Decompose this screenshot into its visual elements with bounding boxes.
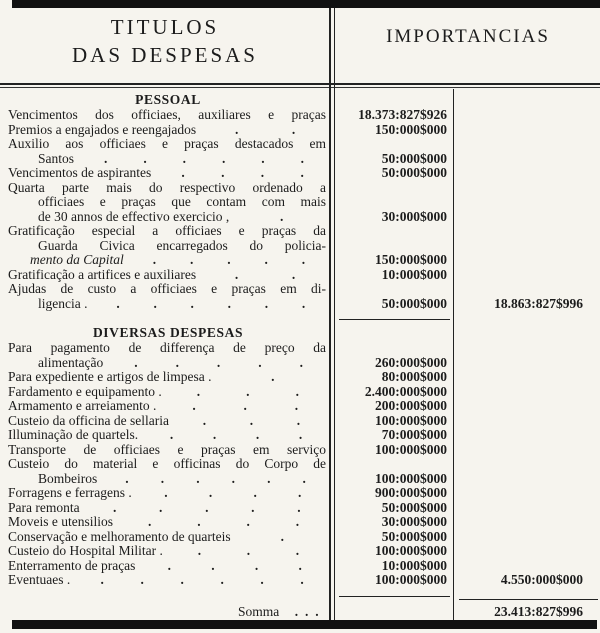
leader-dot: . — [116, 296, 120, 311]
expense-title-cell — [0, 486, 336, 501]
expense-title-cell — [0, 544, 336, 559]
expense-row — [0, 515, 600, 530]
partial-amount — [336, 457, 453, 472]
expense-row — [0, 253, 600, 268]
partial-amount: 260:000$000 — [375, 354, 447, 370]
leader-dot: . — [301, 296, 306, 311]
partial-amount: 200:000$000 — [375, 398, 447, 413]
total-amount — [453, 385, 600, 400]
expense-title-cell — [0, 559, 336, 574]
partial-amount: 900:000$000 — [375, 485, 447, 500]
dot-leader — [103, 356, 326, 371]
top-border-bar — [12, 0, 600, 8]
partial-amount: 80:000$000 — [381, 369, 447, 384]
partial-amount: 10:000$000 — [381, 557, 447, 573]
leader-dot: . — [212, 428, 217, 442]
dot-leader — [196, 123, 326, 138]
expense-label: Guarda Civica encarregados do policia- — [38, 238, 326, 253]
expense-title-cell — [0, 573, 336, 588]
dot-leader — [156, 399, 326, 414]
partial-amount: 150:000$000 — [375, 121, 447, 137]
total-amount — [453, 239, 600, 254]
leader-dot: . — [255, 428, 260, 442]
partial-amount: 18.373:827$926 — [358, 107, 447, 122]
total-amount — [453, 152, 600, 167]
dot-leader — [74, 152, 326, 167]
leader-dot: . — [315, 603, 319, 619]
leader-dot: . — [304, 603, 309, 619]
total-amount — [453, 370, 600, 385]
partial-amount: 10:000$000 — [381, 266, 447, 282]
leader-dot: . — [267, 471, 271, 486]
sum-rule-row — [0, 311, 600, 323]
expense-label: Eventuaes . — [8, 573, 71, 587]
header-separator-rule-thick — [0, 83, 600, 85]
expense-row — [0, 123, 600, 138]
partial-amount — [336, 224, 453, 239]
expense-title-cell — [0, 341, 336, 356]
leader-dot: . — [234, 267, 239, 282]
total-amount — [453, 108, 600, 123]
dot-leader — [70, 573, 326, 588]
leader-dot: . — [169, 428, 174, 442]
expense-row — [0, 239, 600, 254]
expense-row — [0, 443, 600, 458]
titles-header-line2: DAS DESPESAS — [72, 43, 258, 67]
dot-leader — [135, 559, 326, 574]
expense-row — [0, 341, 600, 356]
expense-row — [0, 108, 600, 123]
leader-dot: . — [295, 384, 299, 399]
leader-dot: . — [197, 544, 202, 558]
sum-row — [0, 600, 600, 622]
expense-label: Para expediente e artigos de limpesa . — [8, 370, 212, 384]
partial-amount: 100:000$000 — [375, 470, 447, 486]
expense-title-cell — [0, 253, 336, 268]
leader-dot: . — [112, 500, 117, 515]
leader-dot: . — [299, 355, 304, 370]
leader-dot: . — [197, 515, 201, 529]
expense-title-cell — [0, 385, 336, 400]
expense-label: Gratificação a artifices e auxiliares — [8, 267, 197, 282]
total-amount — [453, 195, 600, 210]
expense-title-cell — [0, 152, 336, 167]
expense-row — [0, 486, 600, 501]
total-amount-rule — [453, 599, 600, 600]
leader-dot: . — [243, 399, 247, 413]
expense-title-cell — [0, 181, 336, 196]
partial-amount: 50:000$000 — [381, 165, 447, 180]
dot-leader — [124, 253, 326, 268]
total-amount — [453, 268, 600, 283]
total-amount — [453, 210, 600, 225]
expense-label: Custeio do material e officinas do Corpo de — [8, 457, 326, 471]
leader-dot: . — [227, 253, 231, 267]
partial-amount — [336, 602, 453, 622]
total-amount: 4.550:000$000 — [500, 572, 583, 587]
leader-dot: . — [125, 471, 129, 486]
expense-title-cell — [0, 224, 336, 239]
expense-row — [0, 195, 600, 210]
total-amount — [453, 282, 600, 297]
expense-row — [0, 166, 600, 181]
leader-dot: . — [298, 486, 302, 500]
expense-title-cell — [0, 356, 336, 371]
expense-row — [0, 268, 600, 283]
total-amount — [453, 181, 600, 196]
leader-dot: . — [246, 384, 250, 399]
leader-dot: . — [160, 471, 165, 486]
expense-title-cell — [0, 297, 336, 312]
expense-row — [0, 297, 600, 312]
expense-row — [0, 181, 600, 196]
partial-amount: 150:000$000 — [375, 252, 447, 267]
partial-amount: 2.400:000$000 — [364, 383, 447, 399]
expense-label: Vencimentos dos officiaes, auxiliares e praças — [8, 108, 326, 122]
leader-dot: . — [295, 515, 300, 529]
expense-title-cell — [0, 210, 336, 225]
expense-label: Custeio da officina de sellaria — [8, 413, 169, 428]
leader-dot: . — [159, 500, 163, 515]
expense-title-cell — [0, 530, 336, 545]
expense-label: Para pagamento de differença de preço da — [8, 341, 326, 355]
partial-amount: 50:000$000 — [381, 499, 447, 515]
expense-row — [0, 559, 600, 574]
partial-amount: 100:000$000 — [375, 543, 447, 558]
leader-dot: . — [280, 529, 285, 544]
leader-dot: . — [147, 515, 152, 529]
dot-leader — [87, 297, 326, 312]
leader-dot: . — [231, 471, 236, 486]
leader-dot: . — [302, 471, 306, 486]
leader-dot: . — [103, 151, 108, 166]
leader-dot: . — [190, 296, 194, 311]
leader-dot: . — [246, 544, 251, 558]
dot-leader — [80, 501, 326, 516]
expense-row — [0, 224, 600, 239]
expense-label: Armamento e arreiamento . — [8, 399, 157, 413]
expense-title-cell — [0, 501, 336, 516]
expense-label: Illuminação de quartels. — [8, 428, 139, 442]
leader-dot: . — [300, 151, 304, 166]
leader-dot: . — [300, 573, 304, 587]
leader-dot: . — [253, 486, 257, 500]
expense-row — [0, 573, 600, 588]
dot-leader — [231, 530, 326, 545]
expense-label: Ajudas de custo a officiaes e praças em di- — [8, 282, 326, 296]
dot-leader — [196, 268, 326, 283]
partial-amount-rule — [336, 596, 453, 600]
expense-title-cell — [0, 137, 336, 152]
expense-row — [0, 356, 600, 371]
leader-dot: . — [300, 166, 304, 180]
partial-amount — [336, 282, 453, 297]
leader-dot: . — [264, 296, 269, 311]
sum-line — [339, 319, 450, 320]
leader-dot: . — [295, 544, 300, 558]
expense-title-cell — [0, 457, 336, 472]
sum-line — [459, 599, 598, 600]
expense-label: Fardamento e equipamento . — [8, 384, 162, 399]
total-amount — [453, 166, 600, 181]
expense-row — [0, 414, 600, 429]
leader-dot: . — [251, 500, 255, 515]
expense-title-cell — [0, 399, 336, 414]
expense-label: ligencia . — [38, 296, 88, 311]
expense-label: Para remonta — [8, 500, 80, 515]
dot-leader — [229, 210, 326, 225]
total-amount — [453, 224, 600, 239]
expense-row — [0, 501, 600, 516]
expense-label: Vencimentos de aspirantes — [8, 166, 152, 180]
leader-dot: . — [181, 166, 185, 180]
dot-leader — [97, 472, 326, 487]
expense-title-cell — [0, 195, 336, 210]
dot-leader — [163, 544, 326, 559]
expense-row — [0, 210, 600, 225]
expense-label: Quarta parte mais do respectivo ordenado a — [8, 180, 326, 195]
leader-dot: . — [175, 355, 179, 370]
expense-row — [0, 399, 600, 414]
dot-leader — [279, 602, 326, 622]
leader-dot: . — [260, 573, 264, 587]
expense-row — [0, 530, 600, 545]
leader-dot: . — [152, 253, 157, 267]
expense-row — [0, 137, 600, 152]
total-amount — [453, 515, 600, 530]
leader-dot: . — [164, 486, 168, 500]
titles-column-header — [0, 13, 330, 69]
leader-dot: . — [227, 296, 231, 311]
partial-amount — [336, 181, 453, 196]
leader-dot: . — [143, 151, 147, 166]
total-amount — [453, 501, 600, 516]
total-amount — [453, 472, 600, 487]
total-amount: 23.413:827$996 — [494, 603, 583, 619]
dot-leader — [132, 486, 326, 501]
dot-leader — [169, 414, 326, 429]
expense-title-cell — [0, 370, 336, 385]
partial-amount — [336, 341, 453, 356]
leader-dot: . — [140, 573, 144, 587]
expense-row — [0, 428, 600, 443]
expense-title-cell — [0, 282, 336, 297]
expense-label: Premios a engajados e reengajados — [8, 122, 197, 137]
partial-amount: 50:000$000 — [381, 528, 447, 544]
expense-title-cell — [0, 166, 336, 181]
leader-dot: . — [296, 413, 301, 428]
total-amount — [453, 341, 600, 356]
total-amount — [453, 486, 600, 501]
partial-amount: 30:000$000 — [381, 514, 447, 529]
leader-dot: . — [294, 603, 299, 619]
total-amount — [453, 137, 600, 152]
dot-leader — [212, 370, 326, 385]
leader-dot: . — [134, 355, 138, 370]
expense-row — [0, 282, 600, 297]
expense-row — [0, 544, 600, 559]
total-amount — [453, 399, 600, 414]
expense-title-cell — [0, 239, 336, 254]
leader-dot: . — [205, 500, 209, 515]
expense-title-cell — [0, 108, 336, 123]
leader-dot: . — [297, 500, 301, 515]
expense-title-cell — [0, 428, 336, 443]
expense-label: mento da Capital — [30, 253, 124, 267]
expense-label: Auxilio aos officiaes e praças destacados em — [8, 137, 326, 151]
total-amount — [453, 559, 600, 574]
total-amount — [453, 414, 600, 429]
partial-amount: 100:000$000 — [375, 412, 447, 428]
expense-label: Forragens e ferragens . — [8, 486, 132, 500]
total-amount — [453, 443, 600, 458]
leader-dot: . — [153, 296, 157, 311]
expense-label: Moveis e utensilios — [8, 515, 113, 529]
expense-label: Santos — [38, 151, 75, 166]
total-amount — [453, 530, 600, 545]
partial-amount-rule — [336, 319, 453, 323]
partial-amount: 30:000$000 — [381, 208, 447, 224]
leader-dot: . — [258, 355, 262, 370]
expense-label: Bombeiros — [38, 471, 98, 486]
total-amount: 18.863:827$996 — [494, 295, 583, 311]
leader-dot: . — [211, 558, 215, 573]
sum-line — [339, 596, 450, 597]
expense-title-cell — [0, 472, 336, 487]
partial-amount — [336, 195, 453, 210]
partial-amount: 100:000$000 — [375, 441, 447, 457]
expense-label: Custeio do Hospital Militar . — [8, 544, 163, 558]
expense-row — [0, 152, 600, 167]
leader-dot: . — [221, 151, 226, 166]
dot-leader — [138, 428, 326, 443]
dot-leader — [151, 166, 326, 181]
total-amount — [453, 253, 600, 268]
leader-dot: . — [202, 413, 207, 428]
leader-dot: . — [294, 399, 299, 413]
leader-dot: . — [264, 253, 268, 267]
leader-dot: . — [298, 558, 302, 573]
leader-dot: . — [221, 166, 225, 180]
leader-dot: . — [220, 573, 224, 587]
expense-title-cell — [0, 602, 336, 622]
leader-dot: . — [234, 122, 239, 137]
leader-dot: . — [189, 253, 194, 267]
partial-amount: 70:000$000 — [381, 427, 447, 442]
expense-label: Gratificação especial a officiaes e praças da — [8, 224, 326, 238]
total-amount — [453, 457, 600, 472]
expense-title-cell — [0, 414, 336, 429]
expense-title-cell — [0, 515, 336, 530]
leader-dot: . — [279, 209, 284, 224]
section-heading — [0, 92, 600, 108]
leader-dot: . — [298, 428, 303, 442]
leader-dot: . — [100, 573, 104, 587]
leader-dot: . — [196, 384, 201, 399]
leader-dot: . — [301, 253, 306, 267]
section-heading — [0, 325, 600, 341]
leader-dot: . — [260, 166, 265, 180]
total-amount — [453, 544, 600, 559]
leader-dot: . — [196, 471, 200, 486]
titles-header-line1: TITULOS — [110, 15, 220, 39]
expense-label: Somma — [238, 603, 280, 619]
leader-dot: . — [208, 486, 213, 500]
expense-title-cell — [0, 443, 336, 458]
header-separator-rule-thin — [0, 87, 600, 88]
partial-amount — [336, 137, 453, 152]
partial-amount — [336, 239, 453, 254]
partial-amount: 100:000$000 — [375, 572, 447, 587]
expense-label: officiaes e praças que contam com mais — [38, 195, 326, 209]
leader-dot: . — [216, 355, 221, 370]
leader-dot: . — [261, 151, 265, 166]
expense-label: Enterramento de praças — [8, 558, 136, 573]
table-body — [0, 90, 600, 622]
leader-dot: . — [167, 558, 171, 573]
amounts-column-header: IMPORTANCIAS — [386, 26, 550, 47]
expense-title-cell — [0, 123, 336, 138]
expense-row — [0, 385, 600, 400]
sum-rule-row — [0, 588, 600, 600]
expense-row — [0, 457, 600, 472]
expense-title-cell — [0, 268, 336, 283]
section-heading-label: PESSOAL — [135, 92, 201, 107]
expense-row — [0, 472, 600, 487]
dot-leader — [162, 385, 326, 400]
leader-dot: . — [182, 151, 187, 166]
bottom-border-bar — [12, 620, 597, 629]
section-heading-label: DIVERSAS DESPESAS — [92, 325, 244, 340]
expense-label: Transporte de officiaes e praças em serviço — [8, 442, 326, 457]
partial-amount: 50:000$000 — [381, 150, 447, 166]
expense-label: Conservação e melhoramento de quarteis — [8, 529, 231, 544]
leader-dot: . — [249, 413, 254, 428]
expense-label: alimentação — [38, 355, 104, 370]
leader-dot: . — [246, 515, 250, 529]
partial-amount: 50:000$000 — [381, 295, 447, 311]
leader-dot: . — [291, 122, 296, 137]
total-amount — [453, 356, 600, 371]
leader-dot: . — [192, 399, 196, 413]
dot-leader — [113, 515, 326, 530]
leader-dot: . — [271, 370, 275, 384]
leader-dot: . — [180, 573, 184, 587]
total-amount — [453, 123, 600, 138]
leader-dot: . — [254, 558, 259, 573]
leader-dot: . — [291, 267, 296, 282]
total-amount — [453, 428, 600, 443]
expense-label: de 30 annos de effectivo exercicio , — [38, 209, 230, 224]
expense-row — [0, 370, 600, 385]
